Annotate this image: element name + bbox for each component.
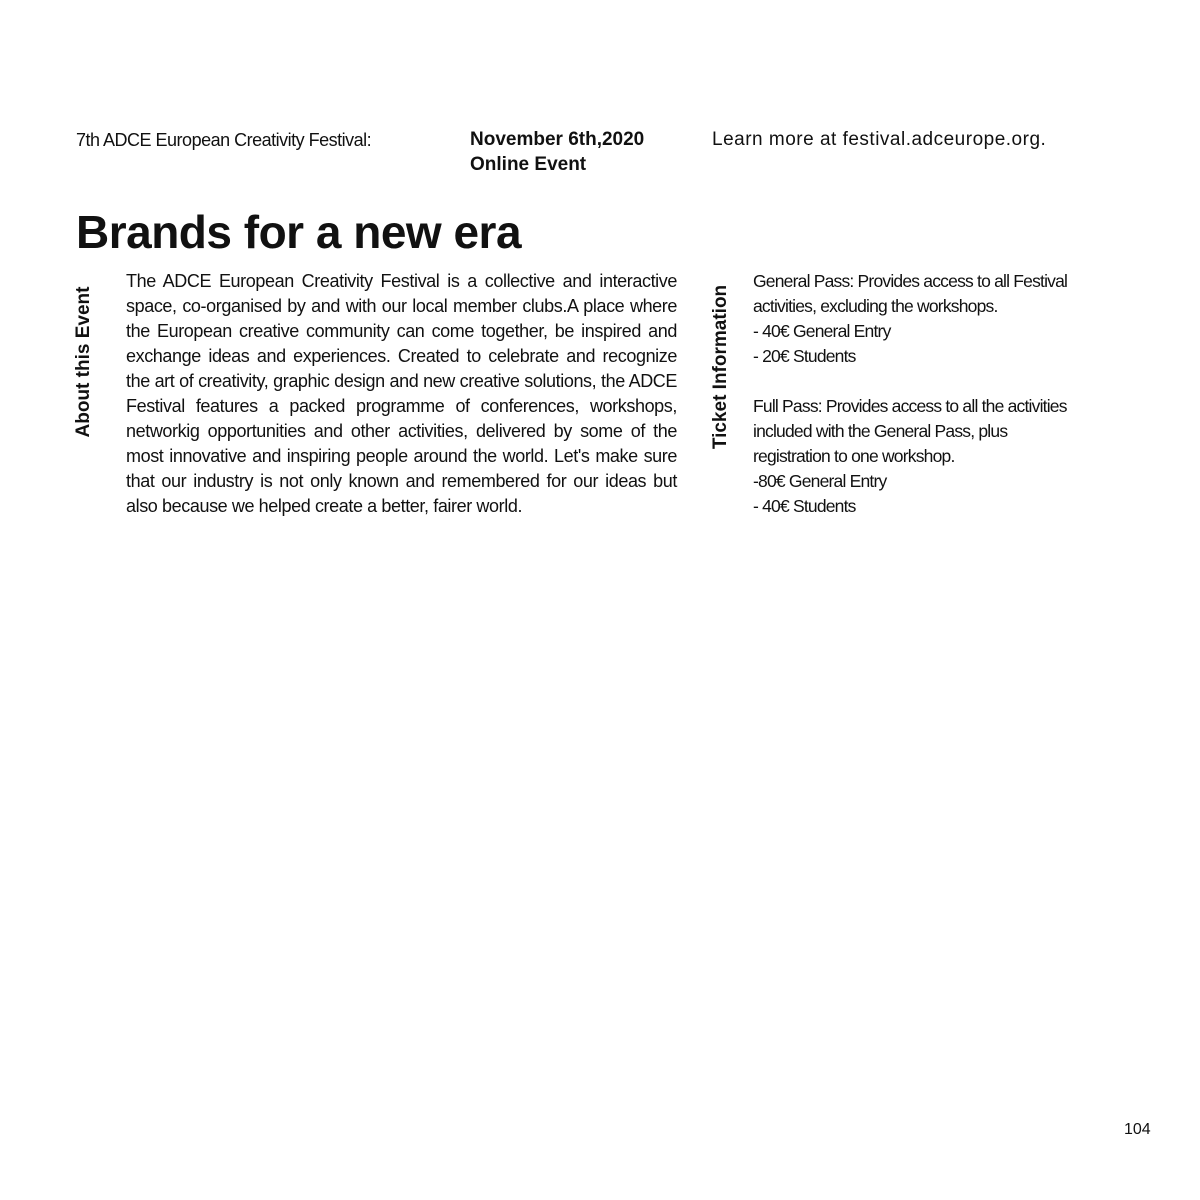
- festival-name: 7th ADCE European Creativity Festival:: [76, 130, 372, 150]
- ticket-section-label: Ticket Information: [710, 284, 731, 450]
- general-pass-price-students: - 20€ Students: [753, 346, 856, 366]
- ticket-spacer: [753, 369, 1083, 394]
- about-body-text: The ADCE European Creativity Festival is a collective and interactive space, co-organised by and with our local member clubs.A place where the European creative community can come together, be inspired and exchange ideas and experiences. Created to celebrate and recognize the art of creativity, graphic design and new creative solutions, the ADCE Festival features a packed programme of conferences, workshops, networkig opportunities and other activities, delivered by some of the most innovative and inspiring people around the world. Let's make sure that our industry is not only known and remembered for our ideas but also because we helped create a better, fairer world.: [126, 271, 677, 516]
- general-pass-price-general: - 40€ General Entry: [753, 321, 891, 341]
- event-date: November 6th,2020: [470, 129, 645, 150]
- full-pass-price-general: -80€ General Entry: [753, 471, 887, 491]
- about-section-label: About this Event: [73, 286, 94, 438]
- page-title: Brands for a new era: [76, 206, 522, 258]
- general-pass-description: General Pass: Provides access to all Festival activities, excluding the workshops.: [753, 271, 1068, 316]
- page-number: 104: [1124, 1121, 1151, 1138]
- event-date-block: [470, 127, 700, 177]
- learn-more-link[interactable]: Learn more at festival.adceurope.org.: [712, 129, 1047, 150]
- ticket-info: [753, 269, 1083, 519]
- full-pass-description: Full Pass: Provides access to all the activities included with the General Pass, plus registration to one workshop.: [753, 396, 1067, 466]
- event-type: Online Event: [470, 154, 587, 175]
- full-pass-price-students: - 40€ Students: [753, 496, 856, 516]
